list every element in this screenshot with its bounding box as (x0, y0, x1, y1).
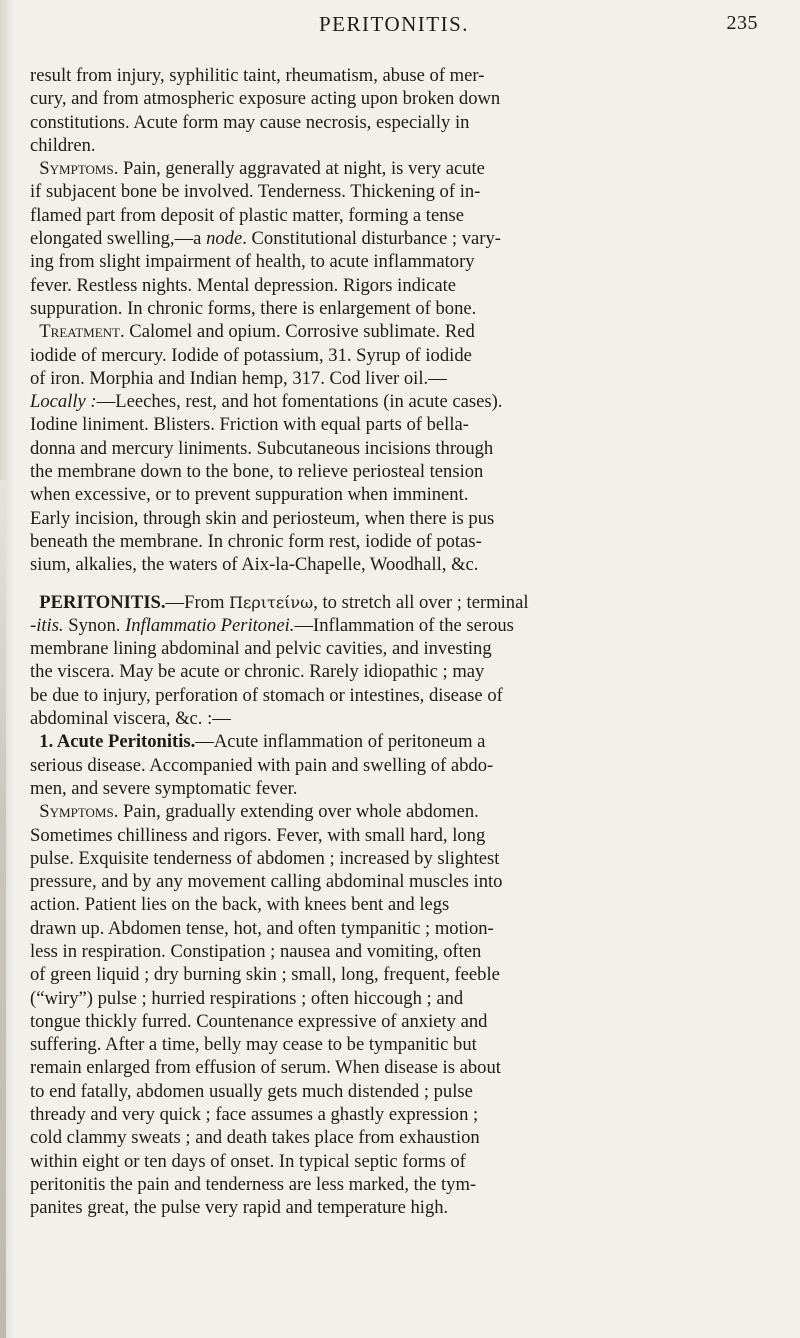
book-page (30, 12, 758, 1220)
peritonitis-heading: PERITONITIS. (39, 591, 166, 613)
text-line: sium, alkalies, the waters of Aix-la-Chapelle, Woodhall, &c. (30, 554, 479, 576)
text-line: -itis. Synon. Inflammatio Peritonei.—Inflammation of the serous (30, 614, 514, 636)
symptoms-paragraph-start: Symptoms. Pain, generally aggravated at night, is very acute (39, 158, 485, 180)
text-line: panites great, the pulse very rapid and temperature high. (30, 1197, 449, 1219)
peritonitis-entry-start: PERITONITIS.—From Περιτείνω, to stretch all over ; terminal (39, 591, 529, 613)
text-line: Early incision, through skin and periosteum, when there is pus (30, 507, 495, 529)
page-number: 235 (726, 12, 758, 34)
synonym-latin: Inflammatio Peritonei. (125, 614, 295, 636)
text-line: serious disease. Accompanied with pain and swelling of abdo- (30, 754, 494, 776)
text-line: to end fatally, abdomen usually gets much distended ; pulse (30, 1080, 473, 1102)
text-line: Iodine liniment. Blisters. Friction with equal parts of bella- (30, 414, 469, 436)
node-term: node (206, 228, 243, 250)
symptoms-paragraph-start: Symptoms. Pain, gradually extending over whole abdomen. (39, 801, 479, 823)
text-line: elongated swelling,—a node. Constitutional disturbance ; vary- (30, 228, 501, 250)
greek-etymology: Περιτείνω (229, 592, 314, 612)
text-line: pressure, and by any movement calling abdominal muscles into (30, 871, 503, 893)
text-line: men, and severe symptomatic fever. (30, 777, 298, 799)
body-text (30, 64, 758, 1220)
text-line: the viscera. May be acute or chronic. Rarely idiopathic ; may (30, 661, 485, 683)
running-title: PERITONITIS. (318, 12, 470, 36)
text-line: membrane lining abdominal and pelvic cavities, and investing (30, 638, 492, 660)
text-line: thready and very quick ; face assumes a ghastly expression ; (30, 1104, 479, 1126)
page-binding-edge (0, 480, 6, 1338)
text-line: within eight or ten days of onset. In typical septic forms of (30, 1150, 466, 1172)
treatment-paragraph-start: Treatment. Calomel and opium. Corrosive sublimate. Red (39, 321, 475, 343)
section-gap (30, 577, 758, 591)
text-line: suppuration. In chronic forms, there is enlargement of bone. (30, 297, 477, 319)
text-line: constitutions. Acute form may cause necrosis, especially in (30, 111, 470, 133)
text-line: tongue thickly furred. Countenance expressive of anxiety and (30, 1010, 488, 1032)
text-line: Locally :—Leeches, rest, and hot fomentations (in acute cases). (30, 391, 503, 413)
text-line: when excessive, or to prevent suppuration when imminent. (30, 484, 469, 506)
text-line: of iron. Morphia and Indian hemp, 317. Cod liver oil.— (30, 367, 447, 389)
treatment-heading: Treatment. (39, 321, 125, 343)
text-line: less in respiration. Constipation ; nausea and vomiting, often (30, 940, 482, 962)
text-line: action. Patient lies on the back, with knees bent and legs (30, 894, 450, 916)
text-line: suffering. After a time, belly may cease to be tympanitic but (30, 1034, 477, 1056)
text-line: donna and mercury liniments. Subcutaneous incisions through (30, 437, 494, 459)
text-line: (“wiry”) pulse ; hurried respirations ; often hiccough ; and (30, 987, 464, 1009)
text-line: drawn up. Abdomen tense, hot, and often tympanitic ; motion- (30, 917, 494, 939)
acute-peritonitis-heading: 1. Acute Peritonitis. (39, 731, 196, 753)
text-line: cury, and from atmospheric exposure acting upon broken down (30, 88, 501, 110)
symptoms-heading: Symptoms. (39, 158, 119, 180)
text-line: ing from slight impairment of health, to acute inflammatory (30, 251, 475, 273)
text-line: pulse. Exquisite tenderness of abdomen ; increased by slightest (30, 847, 500, 869)
text-line: fever. Restless nights. Mental depression. Rigors indicate (30, 274, 457, 296)
text-line: abdominal viscera, &c. :— (30, 708, 231, 730)
text-line: result from injury, syphilitic taint, rheumatism, abuse of mer- (30, 65, 485, 86)
text-line: children. (30, 134, 96, 156)
text-line: be due to injury, perforation of stomach or intestines, disease of (30, 684, 503, 706)
text-line: remain enlarged from effusion of serum. When disease is about (30, 1057, 501, 1079)
symptoms-heading: Symptoms. (39, 801, 119, 823)
running-head (30, 12, 758, 40)
text-line: iodide of mercury. Iodide of potassium, 31. Syrup of iodide (30, 344, 472, 366)
text-line: beneath the membrane. In chronic form rest, iodide of potas- (30, 530, 482, 552)
locally-term: Locally : (30, 391, 97, 413)
text-line: of green liquid ; dry burning skin ; small, long, frequent, feeble (30, 964, 500, 986)
text-line: cold clammy sweats ; and death takes place from exhaustion (30, 1127, 480, 1149)
text-line: the membrane down to the bone, to relieve periosteal tension (30, 461, 484, 483)
text-line: flamed part from deposit of plastic matter, forming a tense (30, 204, 465, 226)
text-line: if subjacent bone be involved. Tenderness. Thickening of in- (30, 181, 481, 203)
acute-peritonitis-start: 1. Acute Peritonitis.—Acute inflammation of peritoneum a (39, 731, 486, 753)
text-line: Sometimes chilliness and rigors. Fever, with small hard, long (30, 824, 486, 846)
text-line: peritonitis the pain and tenderness are less marked, the tym- (30, 1173, 477, 1195)
